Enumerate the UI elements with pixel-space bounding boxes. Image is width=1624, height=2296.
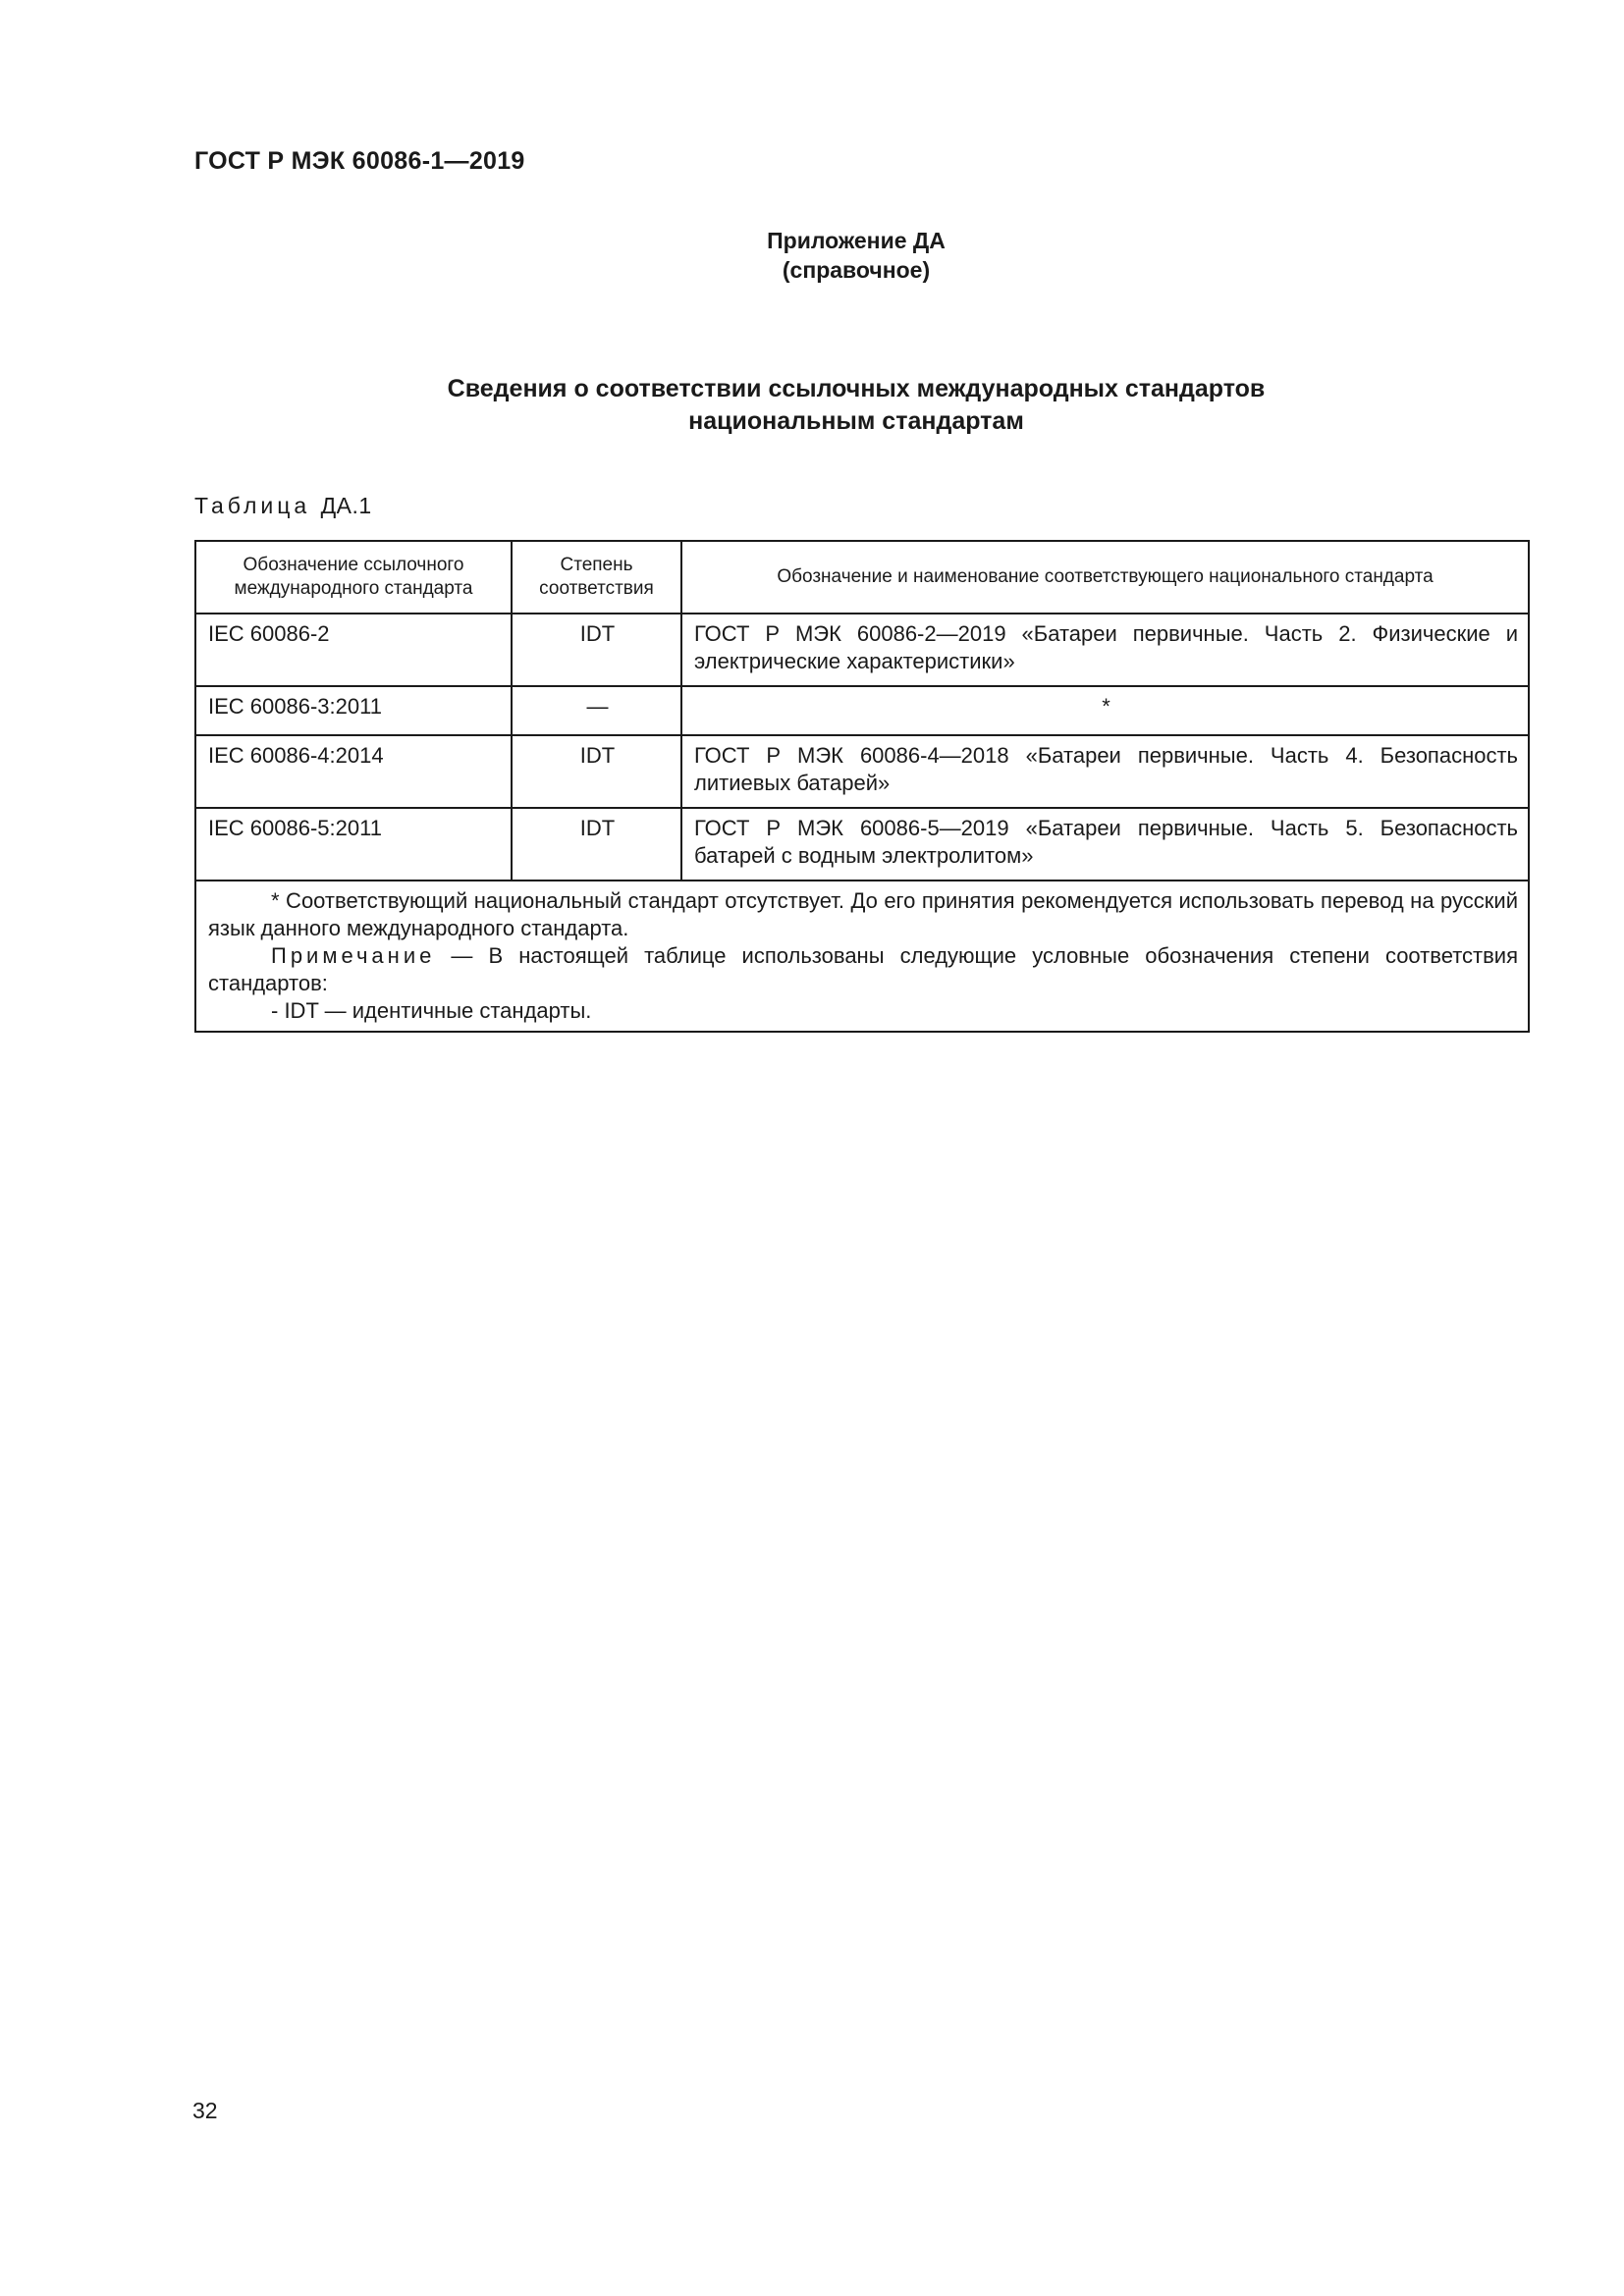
annex-status: (справочное)	[782, 257, 931, 283]
section-title-line2: национальным стандартам	[688, 407, 1024, 435]
cell-degree: —	[512, 686, 681, 735]
table-footnote: * Соответствующий национальный стандарт отсутствует. До его принятия рекомендуется использовать перевод на русский язык данного международного стандарта.	[208, 888, 1518, 940]
table-notes-row	[195, 881, 1529, 1032]
table-caption	[194, 493, 372, 519]
header-degree: Степень соответствия	[512, 541, 681, 614]
document-code: ГОСТ Р МЭК 60086-1—2019	[194, 147, 525, 175]
cell-national: ГОСТ Р МЭК 60086-2—2019 «Батареи первичные. Часть 2. Физические и электрические характеристики»	[681, 614, 1529, 686]
cell-intl: IEC 60086-3:2011	[195, 686, 512, 735]
annex-heading	[0, 226, 1624, 285]
table-row	[195, 735, 1529, 808]
cell-degree: IDT	[512, 735, 681, 808]
cell-intl: IEC 60086-2	[195, 614, 512, 686]
table-header-row	[195, 541, 1529, 614]
note-text: — В настоящей таблице использованы следующие условные обозначения степени соответствия стандартов:	[208, 943, 1518, 995]
annex-title: Приложение ДА	[767, 228, 946, 253]
table-row	[195, 686, 1529, 735]
cell-national: ГОСТ Р МЭК 60086-5—2019 «Батареи первичные. Часть 5. Безопасность батарей с водным электролитом»	[681, 808, 1529, 881]
note-item: - IDT — идентичные стандарты.	[271, 998, 592, 1023]
table-caption-word: Таблица	[194, 493, 311, 518]
table-notes	[195, 881, 1529, 1032]
header-national-standard: Обозначение и наименование соответствующего национального стандарта	[681, 541, 1529, 614]
table-caption-number: ДА.1	[320, 493, 372, 518]
cell-national: ГОСТ Р МЭК 60086-4—2018 «Батареи первичные. Часть 4. Безопасность литиевых батарей»	[681, 735, 1529, 808]
cell-degree: IDT	[512, 808, 681, 881]
table-row	[195, 614, 1529, 686]
section-title-line1: Сведения о соответствии ссылочных международных стандартов	[447, 375, 1266, 402]
header-intl-standard: Обозначение ссылочного международного стандарта	[195, 541, 512, 614]
cell-intl: IEC 60086-4:2014	[195, 735, 512, 808]
cell-degree: IDT	[512, 614, 681, 686]
cell-national: *	[681, 686, 1529, 735]
note-label: Примечание	[271, 943, 436, 968]
section-title	[0, 373, 1624, 438]
table-note	[208, 942, 1518, 997]
cell-intl: IEC 60086-5:2011	[195, 808, 512, 881]
page-number: 32	[192, 2098, 218, 2123]
table-row	[195, 808, 1529, 881]
standards-table	[194, 540, 1530, 1033]
